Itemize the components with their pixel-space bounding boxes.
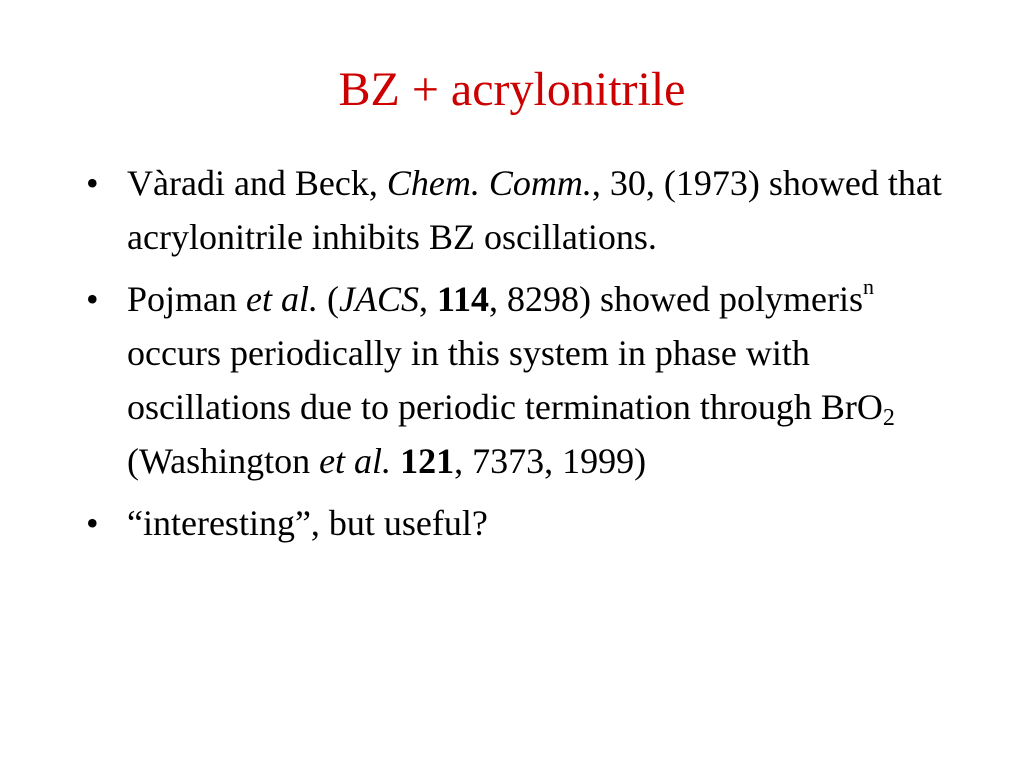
text-run: ( <box>318 279 339 319</box>
bullet-icon: • <box>86 503 99 543</box>
subscript: 2 <box>882 405 895 431</box>
bullet-text <box>127 163 942 257</box>
volume-number: 114 <box>436 279 489 319</box>
slide-title: BZ + acrylonitrile <box>338 63 686 116</box>
text-run: Pojman <box>127 279 247 319</box>
journal-name: JACS <box>339 279 419 319</box>
journal-name: Chem. Comm. <box>386 163 592 203</box>
bullet-item-interesting <box>86 496 966 550</box>
bullet-list <box>86 156 966 558</box>
text-run: , 7373, 1999) <box>454 441 647 481</box>
bullet-icon: • <box>86 279 99 319</box>
bullet-text: “interesting”, but useful? <box>127 503 488 543</box>
volume-number: 121 <box>400 441 455 481</box>
text-run: , <box>418 279 437 319</box>
bullet-icon: • <box>86 163 99 203</box>
text-run: occurs periodically in this system in phase with oscillations due to periodic termination through BrO <box>127 333 883 427</box>
text-run: Vàradi and Beck, <box>127 163 387 203</box>
text-run: , 8298) showed polymeris <box>489 279 863 319</box>
et-al: et al. <box>246 279 318 319</box>
text-run: , 30, (1973) showed that acrylonitrile inhibits BZ oscillations. <box>127 163 942 257</box>
text-run <box>391 441 400 481</box>
text-run: (Washington <box>127 441 320 481</box>
superscript: n <box>862 274 874 299</box>
et-al: et al. <box>319 441 392 481</box>
bullet-item-pojman <box>86 272 966 488</box>
bullet-item-varadi-beck <box>86 156 966 264</box>
bullet-text <box>127 274 895 481</box>
